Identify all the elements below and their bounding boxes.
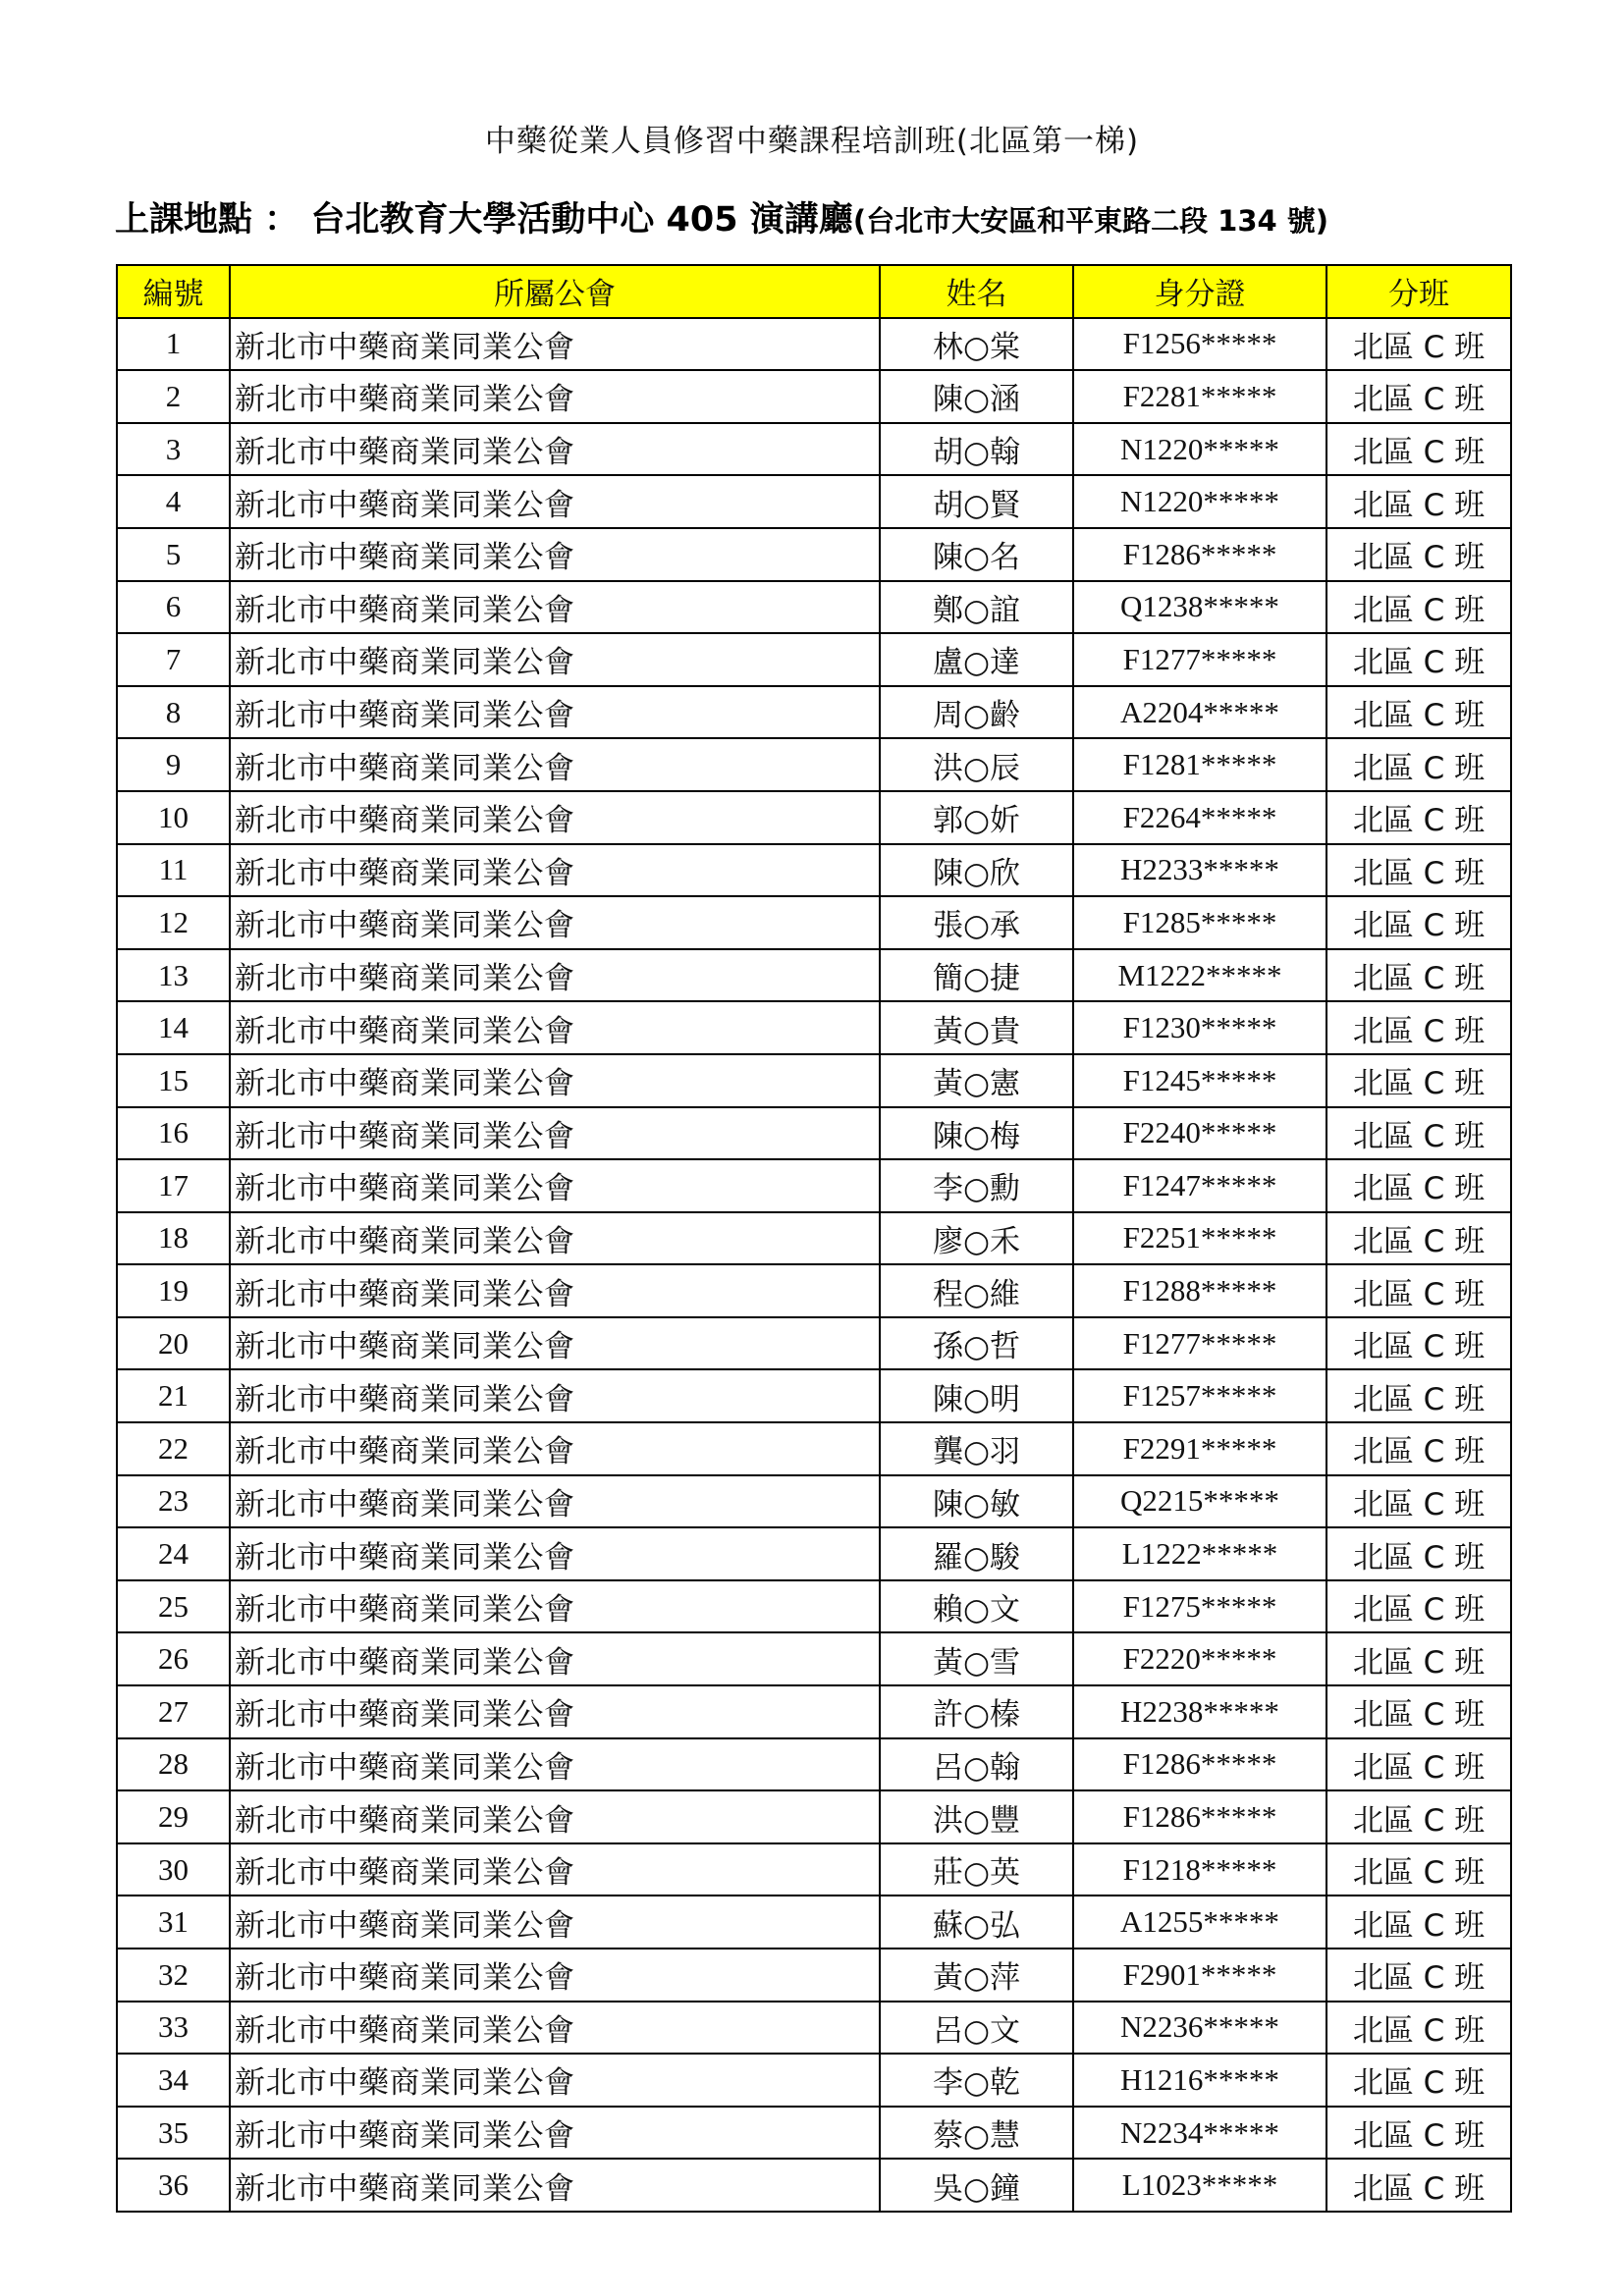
cell-name: 胡○翰 — [880, 423, 1073, 476]
cell-association: 新北市中藥商業同業公會 — [230, 1212, 880, 1265]
table-row — [117, 791, 1511, 844]
cell-association: 新北市中藥商業同業公會 — [230, 1317, 880, 1370]
cell-name: 陳○明 — [880, 1369, 1073, 1422]
cell-association: 新北市中藥商業同業公會 — [230, 633, 880, 686]
cell-name: 李○乾 — [880, 2054, 1073, 2107]
table-row — [117, 1685, 1511, 1738]
cell-name: 蘇○弘 — [880, 1896, 1073, 1949]
cell-number: 16 — [117, 1107, 230, 1160]
cell-class: 北區 C 班 — [1326, 2054, 1511, 2107]
cell-id: Q1238***** — [1073, 581, 1326, 634]
cell-association: 新北市中藥商業同業公會 — [230, 581, 880, 634]
cell-class: 北區 C 班 — [1326, 791, 1511, 844]
cell-id: H2238***** — [1073, 1685, 1326, 1738]
cell-id: F2220***** — [1073, 1632, 1326, 1685]
cell-class: 北區 C 班 — [1326, 1475, 1511, 1528]
cell-id: F1247***** — [1073, 1159, 1326, 1212]
cell-id: F1288***** — [1073, 1264, 1326, 1317]
table-row — [117, 1317, 1511, 1370]
cell-class: 北區 C 班 — [1326, 423, 1511, 476]
cell-class: 北區 C 班 — [1326, 844, 1511, 897]
cell-association: 新北市中藥商業同業公會 — [230, 1475, 880, 1528]
cell-number: 3 — [117, 423, 230, 476]
cell-id: F1286***** — [1073, 1738, 1326, 1791]
roster-table — [116, 264, 1512, 2213]
table-row — [117, 581, 1511, 634]
cell-association: 新北市中藥商業同業公會 — [230, 1054, 880, 1107]
table-row — [117, 475, 1511, 528]
cell-association: 新北市中藥商業同業公會 — [230, 1369, 880, 1422]
cell-association: 新北市中藥商業同業公會 — [230, 1949, 880, 2002]
cell-number: 21 — [117, 1369, 230, 1422]
cell-class: 北區 C 班 — [1326, 1054, 1511, 1107]
cell-class: 北區 C 班 — [1326, 738, 1511, 791]
cell-name: 陳○梅 — [880, 1107, 1073, 1160]
cell-number: 35 — [117, 2107, 230, 2160]
table-row — [117, 1475, 1511, 1528]
table-row — [117, 1896, 1511, 1949]
cell-name: 黃○憲 — [880, 1054, 1073, 1107]
cell-number: 23 — [117, 1475, 230, 1528]
cell-name: 黃○雪 — [880, 1632, 1073, 1685]
cell-class: 北區 C 班 — [1326, 1738, 1511, 1791]
cell-class: 北區 C 班 — [1326, 528, 1511, 581]
cell-association: 新北市中藥商業同業公會 — [230, 949, 880, 1002]
table-row — [117, 1212, 1511, 1265]
cell-association: 新北市中藥商業同業公會 — [230, 686, 880, 739]
cell-class: 北區 C 班 — [1326, 475, 1511, 528]
cell-number: 32 — [117, 1949, 230, 2002]
cell-number: 25 — [117, 1580, 230, 1633]
cell-class: 北區 C 班 — [1326, 1159, 1511, 1212]
cell-number: 12 — [117, 896, 230, 949]
table-row — [117, 1369, 1511, 1422]
cell-association: 新北市中藥商業同業公會 — [230, 1107, 880, 1160]
cell-association: 新北市中藥商業同業公會 — [230, 2107, 880, 2160]
cell-class: 北區 C 班 — [1326, 1264, 1511, 1317]
table-row — [117, 1001, 1511, 1054]
cell-association: 新北市中藥商業同業公會 — [230, 738, 880, 791]
cell-number: 10 — [117, 791, 230, 844]
cell-name: 簡○捷 — [880, 949, 1073, 1002]
cell-name: 陳○涵 — [880, 370, 1073, 423]
cell-number: 24 — [117, 1527, 230, 1580]
cell-association: 新北市中藥商業同業公會 — [230, 1738, 880, 1791]
cell-class: 北區 C 班 — [1326, 1212, 1511, 1265]
class-location — [115, 192, 1328, 241]
cell-name: 洪○豐 — [880, 1790, 1073, 1843]
cell-class: 北區 C 班 — [1326, 370, 1511, 423]
header-class: 分班 — [1326, 265, 1511, 318]
cell-association: 新北市中藥商業同業公會 — [230, 1580, 880, 1633]
cell-class: 北區 C 班 — [1326, 1949, 1511, 2002]
cell-number: 22 — [117, 1422, 230, 1475]
cell-number: 14 — [117, 1001, 230, 1054]
header-association: 所屬公會 — [230, 265, 880, 318]
cell-id: F1245***** — [1073, 1054, 1326, 1107]
cell-class: 北區 C 班 — [1326, 1790, 1511, 1843]
cell-name: 陳○欣 — [880, 844, 1073, 897]
table-row — [117, 1422, 1511, 1475]
cell-name: 黃○萍 — [880, 1949, 1073, 2002]
cell-id: L1222***** — [1073, 1527, 1326, 1580]
cell-id: F1230***** — [1073, 1001, 1326, 1054]
cell-number: 30 — [117, 1843, 230, 1896]
cell-association: 新北市中藥商業同業公會 — [230, 370, 880, 423]
cell-number: 1 — [117, 318, 230, 371]
cell-name: 呂○翰 — [880, 1738, 1073, 1791]
cell-class: 北區 C 班 — [1326, 2002, 1511, 2055]
table-row — [117, 370, 1511, 423]
cell-class: 北區 C 班 — [1326, 581, 1511, 634]
cell-name: 黃○貴 — [880, 1001, 1073, 1054]
cell-association: 新北市中藥商業同業公會 — [230, 423, 880, 476]
cell-association: 新北市中藥商業同業公會 — [230, 844, 880, 897]
document-title: 中藥從業人員修習中藥課程培訓班(北區第一梯) — [484, 124, 1140, 159]
cell-name: 李○勳 — [880, 1159, 1073, 1212]
cell-name: 洪○辰 — [880, 738, 1073, 791]
cell-name: 盧○達 — [880, 633, 1073, 686]
cell-number: 9 — [117, 738, 230, 791]
cell-class: 北區 C 班 — [1326, 1317, 1511, 1370]
cell-number: 36 — [117, 2159, 230, 2212]
cell-association: 新北市中藥商業同業公會 — [230, 1001, 880, 1054]
cell-number: 11 — [117, 844, 230, 897]
cell-class: 北區 C 班 — [1326, 318, 1511, 371]
cell-association: 新北市中藥商業同業公會 — [230, 2054, 880, 2107]
table-row — [117, 633, 1511, 686]
cell-class: 北區 C 班 — [1326, 1580, 1511, 1633]
cell-number: 8 — [117, 686, 230, 739]
table-row — [117, 1790, 1511, 1843]
cell-association: 新北市中藥商業同業公會 — [230, 318, 880, 371]
cell-id: N1220***** — [1073, 475, 1326, 528]
cell-name: 林○棠 — [880, 318, 1073, 371]
cell-id: H1216***** — [1073, 2054, 1326, 2107]
roster-body — [117, 318, 1511, 2212]
cell-id: F1277***** — [1073, 633, 1326, 686]
cell-id: N2234***** — [1073, 2107, 1326, 2160]
cell-name: 蔡○慧 — [880, 2107, 1073, 2160]
cell-name: 陳○敏 — [880, 1475, 1073, 1528]
location-lead: 上課地點 ： 台北教育大學活動中心 405 演講廳 — [115, 200, 853, 240]
cell-name: 張○承 — [880, 896, 1073, 949]
cell-class: 北區 C 班 — [1326, 1369, 1511, 1422]
cell-class: 北區 C 班 — [1326, 1107, 1511, 1160]
cell-association: 新北市中藥商業同業公會 — [230, 1159, 880, 1212]
cell-number: 27 — [117, 1685, 230, 1738]
cell-association: 新北市中藥商業同業公會 — [230, 791, 880, 844]
cell-class: 北區 C 班 — [1326, 949, 1511, 1002]
cell-number: 26 — [117, 1632, 230, 1685]
table-row — [117, 423, 1511, 476]
cell-class: 北區 C 班 — [1326, 896, 1511, 949]
table-row — [117, 1159, 1511, 1212]
table-row — [117, 1949, 1511, 2002]
table-row — [117, 2054, 1511, 2107]
cell-id: F1281***** — [1073, 738, 1326, 791]
cell-id: F1257***** — [1073, 1369, 1326, 1422]
cell-name: 羅○駿 — [880, 1527, 1073, 1580]
cell-id: F2251***** — [1073, 1212, 1326, 1265]
cell-number: 2 — [117, 370, 230, 423]
cell-name: 龔○羽 — [880, 1422, 1073, 1475]
cell-class: 北區 C 班 — [1326, 1632, 1511, 1685]
cell-name: 胡○賢 — [880, 475, 1073, 528]
cell-number: 33 — [117, 2002, 230, 2055]
table-row — [117, 896, 1511, 949]
cell-id: F1286***** — [1073, 1790, 1326, 1843]
cell-association: 新北市中藥商業同業公會 — [230, 2002, 880, 2055]
cell-class: 北區 C 班 — [1326, 1422, 1511, 1475]
cell-name: 吳○鐘 — [880, 2159, 1073, 2212]
cell-association: 新北市中藥商業同業公會 — [230, 1790, 880, 1843]
cell-id: F2291***** — [1073, 1422, 1326, 1475]
cell-number: 18 — [117, 1212, 230, 1265]
cell-id: H2233***** — [1073, 844, 1326, 897]
cell-association: 新北市中藥商業同業公會 — [230, 896, 880, 949]
cell-number: 20 — [117, 1317, 230, 1370]
cell-number: 13 — [117, 949, 230, 1002]
cell-id: L1023***** — [1073, 2159, 1326, 2212]
table-row — [117, 1580, 1511, 1633]
cell-id: F1286***** — [1073, 528, 1326, 581]
cell-class: 北區 C 班 — [1326, 1685, 1511, 1738]
cell-class: 北區 C 班 — [1326, 1843, 1511, 1896]
table-row — [117, 2107, 1511, 2160]
table-row — [117, 2159, 1511, 2212]
cell-id: Q2215***** — [1073, 1475, 1326, 1528]
cell-name: 陳○名 — [880, 528, 1073, 581]
cell-number: 7 — [117, 633, 230, 686]
cell-association: 新北市中藥商業同業公會 — [230, 2159, 880, 2212]
cell-number: 6 — [117, 581, 230, 634]
cell-name: 鄭○誼 — [880, 581, 1073, 634]
cell-number: 19 — [117, 1264, 230, 1317]
table-row — [117, 2002, 1511, 2055]
cell-class: 北區 C 班 — [1326, 2107, 1511, 2160]
cell-association: 新北市中藥商業同業公會 — [230, 1264, 880, 1317]
cell-id: F2901***** — [1073, 1949, 1326, 2002]
cell-name: 莊○英 — [880, 1843, 1073, 1896]
table-header-row — [117, 265, 1511, 318]
table-row — [117, 318, 1511, 371]
cell-class: 北區 C 班 — [1326, 1896, 1511, 1949]
cell-class: 北區 C 班 — [1326, 1527, 1511, 1580]
cell-association: 新北市中藥商業同業公會 — [230, 1527, 880, 1580]
cell-number: 28 — [117, 1738, 230, 1791]
cell-id: M1222***** — [1073, 949, 1326, 1002]
cell-name: 程○維 — [880, 1264, 1073, 1317]
table-row — [117, 528, 1511, 581]
cell-number: 34 — [117, 2054, 230, 2107]
header-name: 姓名 — [880, 265, 1073, 318]
table-row — [117, 1107, 1511, 1160]
cell-name: 孫○哲 — [880, 1317, 1073, 1370]
cell-name: 呂○文 — [880, 2002, 1073, 2055]
cell-class: 北區 C 班 — [1326, 686, 1511, 739]
cell-id: F1285***** — [1073, 896, 1326, 949]
header-id: 身分證 — [1073, 265, 1326, 318]
cell-name: 郭○妡 — [880, 791, 1073, 844]
cell-class: 北區 C 班 — [1326, 633, 1511, 686]
cell-class: 北區 C 班 — [1326, 2159, 1511, 2212]
cell-association: 新北市中藥商業同業公會 — [230, 1422, 880, 1475]
cell-number: 29 — [117, 1790, 230, 1843]
cell-name: 廖○禾 — [880, 1212, 1073, 1265]
table-row — [117, 1843, 1511, 1896]
table-row — [117, 686, 1511, 739]
table-row — [117, 1054, 1511, 1107]
cell-number: 31 — [117, 1896, 230, 1949]
cell-id: N1220***** — [1073, 423, 1326, 476]
cell-class: 北區 C 班 — [1326, 1001, 1511, 1054]
location-address: (台北市大安區和平東路二段 134 號) — [852, 204, 1329, 238]
cell-id: F1256***** — [1073, 318, 1326, 371]
cell-association: 新北市中藥商業同業公會 — [230, 528, 880, 581]
cell-number: 5 — [117, 528, 230, 581]
cell-name: 許○榛 — [880, 1685, 1073, 1738]
cell-association: 新北市中藥商業同業公會 — [230, 1632, 880, 1685]
table-row — [117, 1264, 1511, 1317]
cell-association: 新北市中藥商業同業公會 — [230, 1685, 880, 1738]
table-row — [117, 1738, 1511, 1791]
cell-number: 15 — [117, 1054, 230, 1107]
cell-association: 新北市中藥商業同業公會 — [230, 1896, 880, 1949]
cell-id: A1255***** — [1073, 1896, 1326, 1949]
cell-id: F1275***** — [1073, 1580, 1326, 1633]
table-row — [117, 1527, 1511, 1580]
table-row — [117, 844, 1511, 897]
table-row — [117, 738, 1511, 791]
cell-name: 賴○文 — [880, 1580, 1073, 1633]
header-number: 編號 — [117, 265, 230, 318]
cell-id: N2236***** — [1073, 2002, 1326, 2055]
cell-association: 新北市中藥商業同業公會 — [230, 475, 880, 528]
cell-id: F1277***** — [1073, 1317, 1326, 1370]
cell-number: 17 — [117, 1159, 230, 1212]
cell-id: F1218***** — [1073, 1843, 1326, 1896]
cell-id: F2240***** — [1073, 1107, 1326, 1160]
cell-id: F2264***** — [1073, 791, 1326, 844]
cell-association: 新北市中藥商業同業公會 — [230, 1843, 880, 1896]
cell-id: F2281***** — [1073, 370, 1326, 423]
table-row — [117, 949, 1511, 1002]
cell-id: A2204***** — [1073, 686, 1326, 739]
cell-name: 周○齡 — [880, 686, 1073, 739]
cell-number: 4 — [117, 475, 230, 528]
table-row — [117, 1632, 1511, 1685]
